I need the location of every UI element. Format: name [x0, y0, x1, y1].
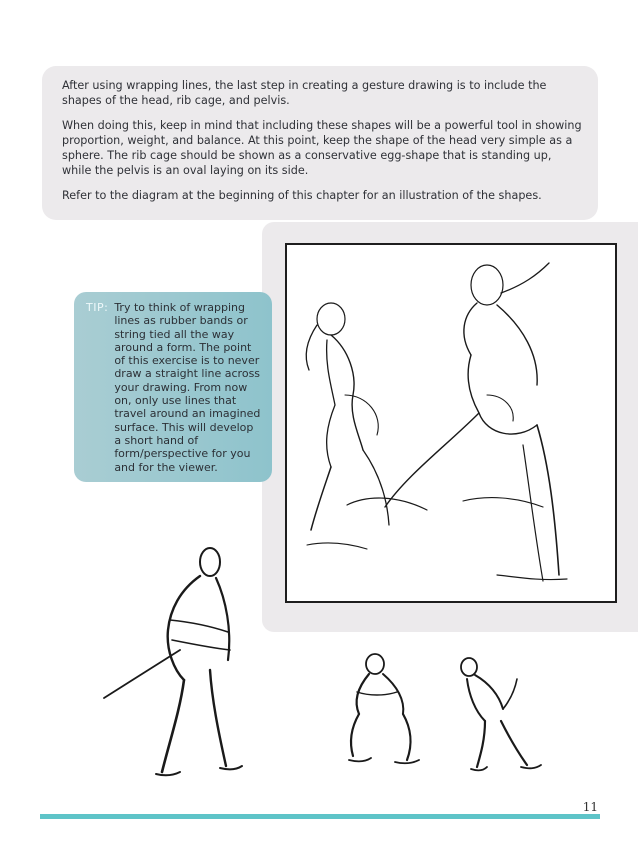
gesture-sketch-frame: [285, 243, 617, 603]
page-number: 11: [582, 800, 598, 814]
tip-label: TIP:: [86, 301, 109, 314]
footer-rule: [40, 814, 600, 819]
tip-callout: [74, 292, 272, 482]
gesture-sketch-two-figures: [287, 245, 615, 601]
intro-paragraph-1: After using wrapping lines, the last step in creating a gesture drawing is to include the shapes of the head, rib cage, and pelvis.: [62, 79, 547, 107]
gesture-sketch-standing: [455, 655, 545, 775]
intro-text-panel: [42, 66, 598, 220]
tip-text: Try to think of wrapping lines as rubber bands or string tied all the way around a form. The point of this exercise is to never draw a straight line across your drawing. From now on, only use lines that travel around an imagined surface. This will develop a short hand of form/perspective for you and for the viewer.: [114, 301, 261, 474]
gesture-sketch-crouch: [335, 652, 425, 772]
intro-paragraph-3: Refer to the diagram at the beginning of this chapter for an illustration of the shapes.: [62, 189, 542, 202]
intro-paragraph-2: When doing this, keep in mind that including these shapes will be a powerful tool in showing proportion, weight, and balance. At this point, keep the shape of the head very simple as a sphere. The rib cage should be shown as a conservative egg-shape that is standing up, while the pelvis is an oval laying on its side.: [62, 119, 582, 177]
gesture-sketch-batter: [100, 540, 250, 790]
